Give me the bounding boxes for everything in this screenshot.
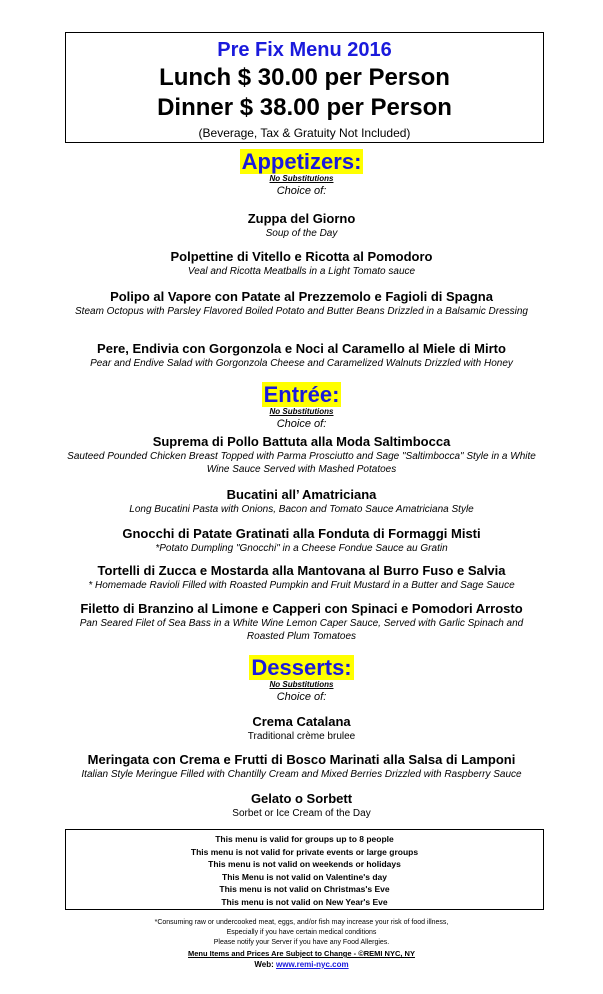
item-name: Meringata con Crema e Frutti di Bosco Marinati alla Salsa di Lamponi	[87, 752, 516, 767]
price-note: (Beverage, Tax & Gratuity Not Included)	[198, 126, 411, 140]
footer-allergies: Please notify your Server if you have any Food Allergies.	[213, 939, 390, 946]
item-description: Italian Style Meringue Filled with Chantilly Cream and Mixed Berries Drizzled with Raspberry Sauce	[81, 769, 522, 780]
policy-line: This menu is valid for groups up to 8 people	[215, 834, 394, 844]
desserts-choice: Choice of:	[276, 691, 327, 703]
desserts-no-substitutions: No Substitutions	[269, 680, 334, 689]
desserts-header	[0, 655, 603, 704]
footer	[0, 918, 603, 971]
menu-item	[0, 210, 603, 240]
item-name: Pere, Endivia con Gorgonzola e Noci al Caramello al Miele di Mirto	[97, 341, 506, 356]
menu-item	[0, 751, 603, 781]
policy-line: This Menu is not valid on Valentine's day	[222, 871, 387, 882]
entree-header	[0, 382, 603, 431]
header-box	[65, 32, 544, 143]
entree-heading: Entrée:	[263, 382, 340, 407]
item-description: Pan Seared Filet of Sea Bass in a White Wine Lemon Caper Sauce, Served with Garlic Spinach and Roasted Plum Tomatoes	[79, 618, 524, 642]
item-description: Traditional crème brulee	[247, 731, 356, 742]
menu-item	[0, 433, 603, 476]
item-name: Crema Catalana	[252, 714, 351, 729]
menu-title: Pre Fix Menu 2016	[217, 39, 392, 61]
item-description: *Potato Dumpling "Gnocchi" in a Cheese Fondue Sauce au Gratin	[155, 543, 448, 554]
entree-choice: Choice of:	[276, 418, 327, 430]
appetizers-no-substitutions: No Substitutions	[269, 174, 334, 183]
item-description: Steam Octopus with Parsley Flavored Boiled Potato and Butter Beans Drizzled in a Balsamic Dressing	[75, 306, 528, 317]
appetizers-choice: Choice of:	[276, 185, 327, 197]
item-name: Polipo al Vapore con Patate al Prezzemolo e Fagioli di Spagna	[110, 289, 493, 304]
item-description: Long Bucatini Pasta with Onions, Bacon and Tomato Sauce Amatriciana Style	[129, 504, 474, 515]
item-name: Gnocchi di Patate Gratinati alla Fonduta di Formaggi Misti	[122, 526, 481, 541]
menu-item	[0, 248, 603, 278]
desserts-heading: Desserts:	[251, 655, 352, 680]
entree-no-substitutions: No Substitutions	[269, 407, 334, 416]
item-description: Soup of the Day	[265, 228, 338, 239]
item-name: Zuppa del Giorno	[247, 211, 356, 226]
footer-copyright: Menu Items and Prices Are Subject to Change - ©REMI NYC, NY	[188, 949, 415, 958]
menu-item	[0, 288, 603, 318]
dinner-price: Dinner $ 38.00 per Person	[157, 94, 452, 121]
item-name: Gelato o Sorbett	[250, 791, 353, 806]
item-description: * Homemade Ravioli Filled with Roasted Pumpkin and Fruit Mustard in a Butter and Sage Sauce	[88, 580, 515, 591]
menu-item	[0, 340, 603, 370]
policy-line: This menu is not valid for private events or large groups	[190, 846, 419, 857]
website-link[interactable]: www.remi-nyc.com	[276, 960, 349, 969]
item-name: Tortelli di Zucca e Mostarda alla Mantovana al Burro Fuso e Salvia	[97, 563, 506, 578]
item-description: Veal and Ricotta Meatballs in a Light Tomato sauce	[187, 266, 416, 277]
policy-line: This menu is not valid on Christmas's Eve	[219, 884, 390, 894]
menu-item	[0, 790, 603, 820]
item-name: Suprema di Pollo Battuta alla Moda Saltimbocca	[152, 434, 451, 449]
item-description: Pear and Endive Salad with Gorgonzola Cheese and Caramelized Walnuts Drizzled with Honey	[90, 358, 513, 369]
menu-item	[0, 713, 603, 743]
policy-line: This menu is not valid on New Year's Eve	[221, 896, 388, 907]
footer-conditions: Especially if you have certain medical conditions	[226, 929, 377, 936]
item-description: Sauteed Pounded Chicken Breast Topped with Parma Prosciutto and Sage "Saltimbocca" Style in a White Wine Sauce Served with Mashed Potatoes	[67, 451, 536, 475]
policy-line: This menu is not valid on weekends or holidays	[208, 859, 401, 869]
web-label: Web:	[254, 960, 276, 969]
appetizers-heading: Appetizers:	[241, 149, 362, 174]
menu-item	[0, 600, 603, 643]
footer-warning: *Consuming raw or undercooked meat, eggs, and/or fish may increase your risk of food illness,	[154, 919, 449, 926]
item-name: Polpettine di Vitello e Ricotta al Pomodoro	[170, 249, 433, 264]
lunch-price: Lunch $ 30.00 per Person	[159, 64, 450, 91]
item-name: Filetto di Branzino al Limone e Capperi con Spinaci e Pomodori Arrosto	[80, 601, 523, 616]
menu-item	[0, 562, 603, 592]
item-description: Sorbet or Ice Cream of the Day	[232, 808, 371, 819]
menu-item	[0, 486, 603, 516]
appetizers-header	[0, 149, 603, 198]
footer-web	[0, 959, 603, 971]
menu-item	[0, 525, 603, 555]
item-name: Bucatini all’ Amatriciana	[226, 487, 377, 502]
policy-box	[65, 829, 544, 910]
